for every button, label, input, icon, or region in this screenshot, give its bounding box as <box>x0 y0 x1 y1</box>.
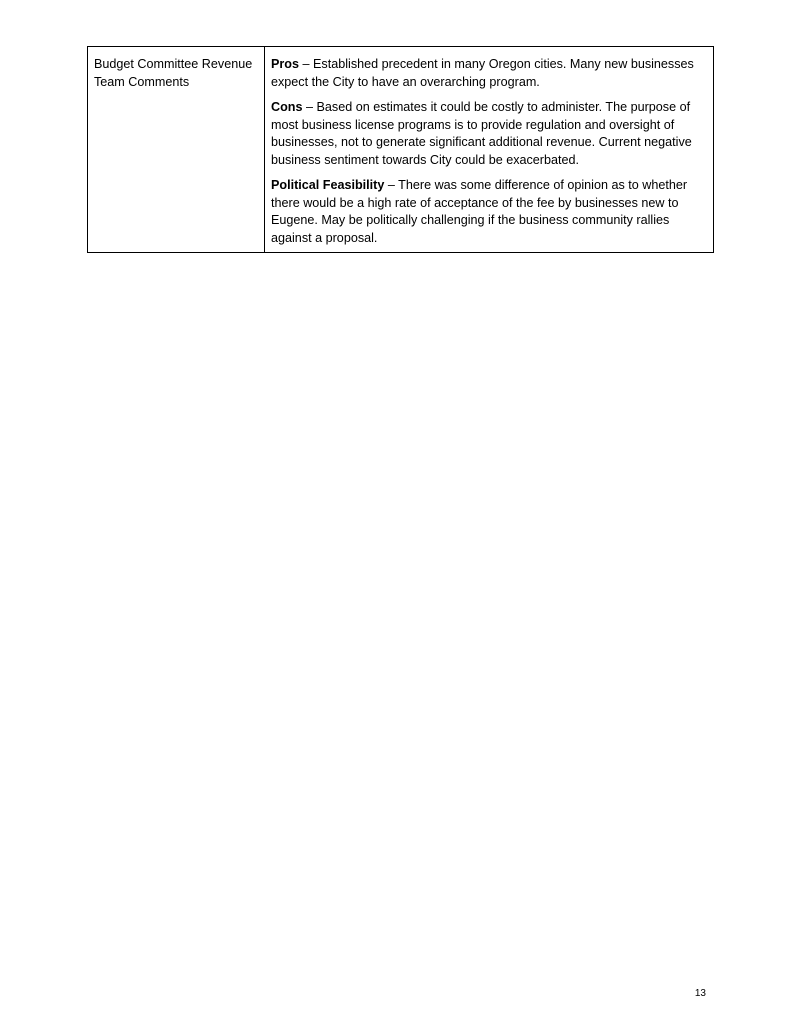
pros-separator: – <box>299 57 314 71</box>
political-feasibility-heading: Political Feasibility <box>271 178 385 192</box>
row-label: Budget Committee Revenue Team Comments <box>94 57 253 89</box>
cons-text: Based on estimates it could be costly to administer. The purpose of most business license programs is to provide regulation and oversight of businesses, not to generate significant additional revenue. Current negative business sentiment towards City could be exacerbated. <box>271 100 692 167</box>
page-number: 13 <box>694 988 706 999</box>
political-feasibility-text: There was some difference of opinion as to whether there would be a high rate of acceptance of the fee by businesses new to Eugene. May be politically challenging if the business community rallies against a proposal. <box>271 178 688 245</box>
table-row <box>88 47 714 253</box>
pros-paragraph <box>271 56 707 91</box>
political-feasibility-paragraph <box>271 177 707 247</box>
cons-separator: – <box>302 100 317 114</box>
comments-table <box>87 46 714 253</box>
pros-text: Established precedent in many Oregon cities. Many new businesses expect the City to have an overarching program. <box>271 57 694 89</box>
row-content-cell <box>265 47 714 253</box>
political-feasibility-separator: – <box>384 178 399 192</box>
pros-heading: Pros <box>271 57 299 71</box>
row-label-cell <box>88 47 265 253</box>
cons-paragraph <box>271 99 707 169</box>
cons-heading: Cons <box>271 100 303 114</box>
